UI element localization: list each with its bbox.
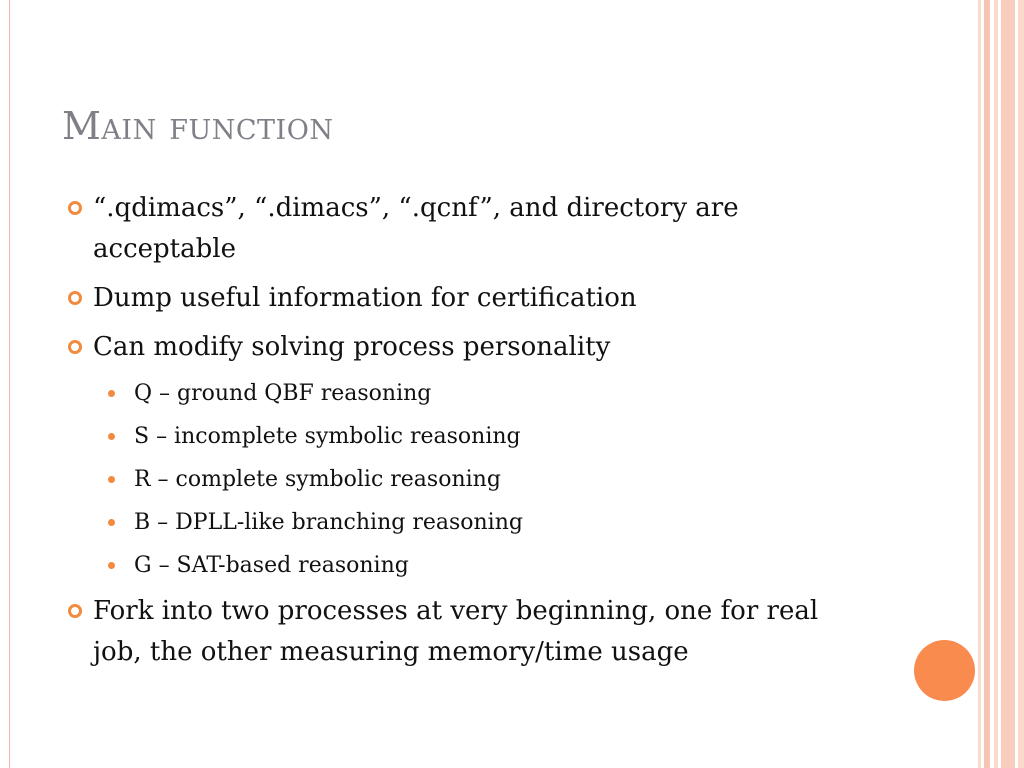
ring-bullet-icon	[68, 201, 82, 215]
dot-bullet-icon	[108, 562, 115, 569]
bullet-text: Dump useful information for certification	[93, 283, 637, 313]
right-stripe	[1018, 0, 1024, 768]
bullet-text: “.qdimacs”, “.dimacs”, “.qcnf”, and directory are acceptable	[93, 193, 739, 264]
sub-bullet-item	[68, 462, 868, 497]
bullet-item	[68, 327, 868, 368]
slide-title: Main function	[62, 104, 334, 148]
sub-bullet-text: Q – ground QBF reasoning	[134, 381, 432, 406]
dot-bullet-icon	[108, 390, 115, 397]
ring-bullet-icon	[68, 291, 82, 305]
sub-bullet-item	[68, 376, 868, 411]
bullet-list	[68, 188, 868, 681]
dot-bullet-icon	[108, 519, 115, 526]
right-stripe	[978, 0, 981, 768]
sub-bullet-item	[68, 505, 868, 540]
ring-bullet-icon	[68, 340, 82, 354]
left-frame-line	[9, 0, 10, 768]
bullet-item	[68, 591, 868, 673]
dot-bullet-icon	[108, 433, 115, 440]
bullet-text: Can modify solving process personality	[93, 332, 611, 362]
bullet-text: Fork into two processes at very beginning, one for real job, the other measuring memory/time usage	[93, 596, 819, 667]
sub-bullet-item	[68, 419, 868, 454]
sub-bullet-text: R – complete symbolic reasoning	[134, 467, 501, 492]
right-stripe	[1001, 0, 1015, 768]
dot-bullet-icon	[108, 476, 115, 483]
sub-bullet-item	[68, 548, 868, 583]
right-stripe	[984, 0, 990, 768]
sub-bullet-text: G – SAT-based reasoning	[134, 553, 409, 578]
bullet-item	[68, 188, 868, 270]
sub-bullet-text: B – DPLL-like branching reasoning	[134, 510, 523, 535]
right-stripe	[994, 0, 998, 768]
bullet-item	[68, 278, 868, 319]
ring-bullet-icon	[68, 604, 82, 618]
orange-circle-icon	[914, 640, 975, 701]
sub-bullet-text: S – incomplete symbolic reasoning	[134, 424, 521, 449]
